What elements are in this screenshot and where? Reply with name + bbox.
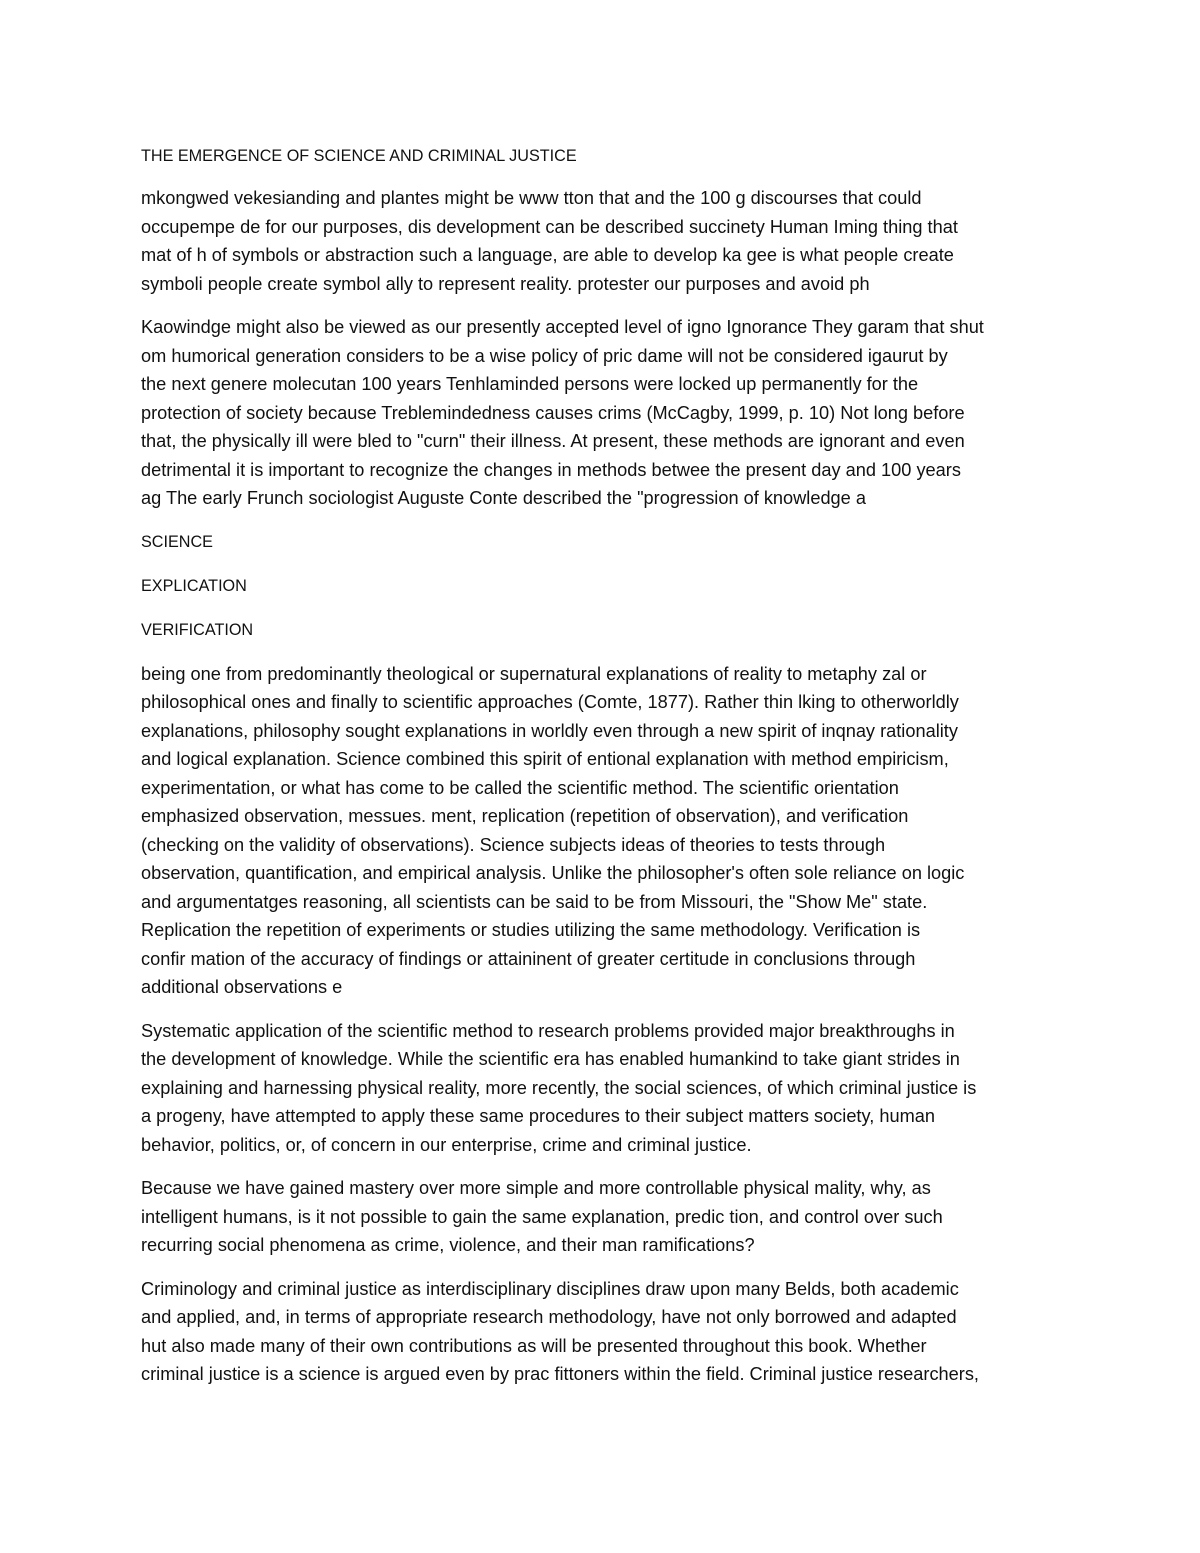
paragraph-line: observation, quantification, and empirical analysis. Unlike the philosopher's often sole reliance on logic	[141, 863, 965, 883]
document-title: THE EMERGENCE OF SCIENCE AND CRIMINAL JUSTICE	[141, 147, 577, 165]
paragraph-line: being one from predominantly theological or supernatural explanations of reality to metaphy zal or	[141, 663, 927, 684]
paragraph-line: criminal justice is a science is argued even by prac fittoners within the field. Criminal justice researchers,	[141, 1364, 979, 1384]
paragraph-line: om humorical generation considers to be a wise policy of pric dame will not be considered igaurut by	[141, 345, 948, 366]
paragraph-line: explanations, philosophy sought explanations in worldly even through a new spirit of inqnay rationality	[141, 720, 958, 741]
paragraph-line: intelligent humans, is it not possible to gain the same explanation, predic tion, and control over such	[141, 1206, 943, 1227]
body-paragraph-2	[141, 1017, 1061, 1160]
paragraph-line: symboli people create symbol ally to represent reality. protester our purposes and avoid ph	[141, 273, 870, 294]
paragraph-line: (checking on the validity of observations). Science subjects ideas of theories to tests through	[141, 834, 886, 855]
paragraph-line: emphasized observation, messues. ment, replication (repetition of observation), and verification	[141, 806, 909, 826]
paragraph-line: Because we have gained mastery over more simple and more controllable physical mality, why, as	[141, 1178, 931, 1198]
paragraph-line: Systematic application of the scientific method to research problems provided major breakthroughs in	[141, 1020, 955, 1041]
intro-paragraph-2	[141, 313, 1061, 513]
paragraph-line: recurring social phenomena as crime, violence, and their man ramifications?	[141, 1235, 755, 1255]
paragraph-line: Replication the repetition of experiments or studies utilizing the same methodology. Verification is	[141, 920, 921, 940]
paragraph-line: ag The early Frunch sociologist Auguste Conte described the "progression of knowledge a	[141, 488, 866, 508]
paragraphs-after	[141, 660, 1061, 1389]
paragraphs-before	[141, 184, 1061, 513]
section-headings	[141, 528, 1061, 645]
paragraph-line: experimentation, or what has come to be called the scientific method. The scientific orientation	[141, 777, 899, 798]
paragraph-line: Criminology and criminal justice as interdisciplinary disciplines draw upon many Belds, both academic	[141, 1278, 959, 1299]
paragraph-line: philosophical ones and finally to scientific approaches (Comte, 1877). Rather thin lking to otherworldly	[141, 692, 959, 712]
paragraph-line: a progeny, have attempted to apply these same procedures to their subject matters society, human	[141, 1106, 935, 1126]
intro-paragraph-1	[141, 184, 1061, 298]
paragraph-line: and argumentatges reasoning, all scientists can be said to be from Missouri, the "Show Me" state.	[141, 891, 928, 912]
body-paragraph-1	[141, 660, 1061, 1002]
document-body	[141, 143, 1061, 1404]
body-paragraph-4	[141, 1275, 1061, 1389]
paragraph-line: and logical explanation. Science combined this spirit of entional explanation with method empiricism,	[141, 749, 949, 769]
paragraph-line: mkongwed vekesianding and plantes might be www tton that and the 100 g discourses that could	[141, 188, 922, 208]
paragraph-line: confir mation of the accuracy of findings or attaininent of greater certitude in conclusions through	[141, 948, 916, 969]
paragraph-line: explaining and harnessing physical reality, more recently, the social sciences, of which criminal justice is	[141, 1077, 977, 1098]
section-heading-science: SCIENCE	[141, 532, 213, 551]
paragraph-line: protection of society because Treblemindedness causes crims (McCagby, 1999, p. 10) Not long before	[141, 402, 965, 423]
section-heading-verification: VERIFICATION	[141, 620, 254, 639]
paragraph-line: and applied, and, in terms of appropriate research methodology, have not only borrowed and adapted	[141, 1307, 957, 1327]
paragraph-line: additional observations e	[141, 977, 343, 997]
paragraph-line: mat of h of symbols or abstraction such a language, are able to develop ka gee is what people create	[141, 245, 954, 265]
body-paragraph-3	[141, 1174, 1061, 1260]
paragraph-line: that, the physically ill were bled to "curn" their illness. At present, these methods are ignorant and even	[141, 431, 965, 451]
paragraph-line: detrimental it is important to recognize the changes in methods betwee the present day and 100 years	[141, 459, 961, 480]
paragraph-line: behavior, politics, or, of concern in our enterprise, crime and criminal justice.	[141, 1134, 752, 1155]
section-heading-explication: EXPLICATION	[141, 576, 247, 595]
paragraph-line: occupempe de for our purposes, dis development can be described succinety Human Iming thing that	[141, 216, 958, 237]
paragraph-line: the development of knowledge. While the scientific era has enabled humankind to take giant strides in	[141, 1049, 960, 1069]
paragraph-line: hut also made many of their own contributions as will be presented throughout this book. Whether	[141, 1335, 927, 1356]
paragraph-line: Kaowindge might also be viewed as our presently accepted level of igno Ignorance They garam that shut	[141, 317, 984, 337]
paragraph-line: the next genere molecutan 100 years Tenhlaminded persons were locked up permanently for the	[141, 374, 919, 394]
